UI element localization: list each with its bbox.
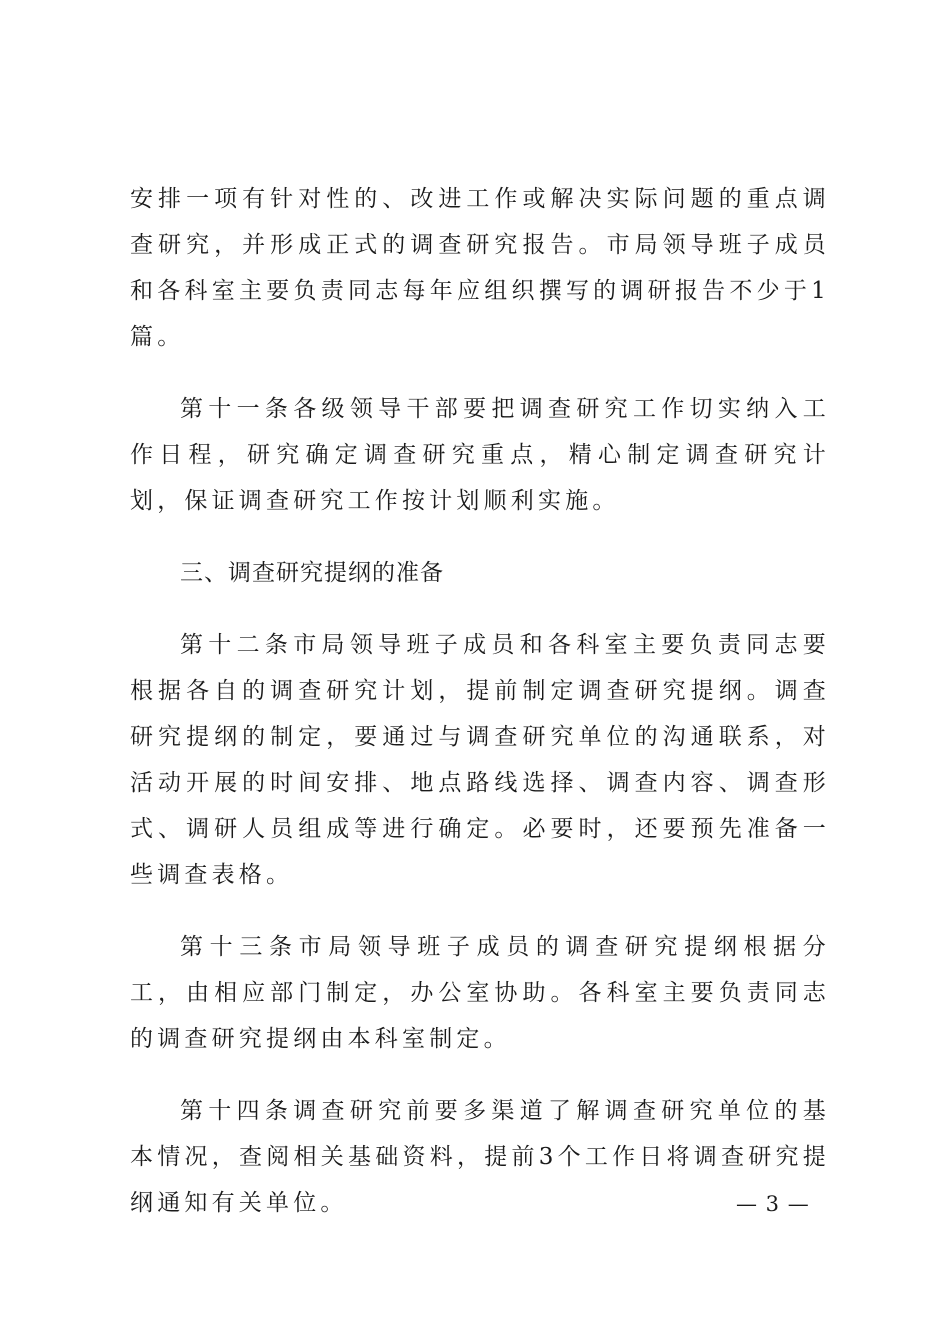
paragraph-article-14: 第十四条调查研究前要多渠道了解调查研究单位的基本情况，查阅相关基础资料，提前3个工作日将调查研究提纲通知有关单位。 [130,1098,830,1216]
page-number: — 3 — [736,1192,810,1216]
paragraph-continuation: 安排一项有针对性的、改进工作或解决实际问题的重点调查研究，并形成正式的调查研究报告。市局领导班子成员和各科室主要负责同志每年应组织撰写的调研报告不少于1篇。 [130,186,830,350]
document-body [130,176,830,1252]
section-heading: 三、调查研究提纲的准备 [180,560,444,586]
paragraph-article-13: 第十三条市局领导班子成员的调查研究提纲根据分工，由相应部门制定，办公室协助。各科室主要负责同志的调查研究提纲由本科室制定。 [130,934,830,1052]
paragraph-article-11: 第十一条各级领导干部要把调查研究工作切实纳入工作日程，研究确定调查研究重点，精心制定调查研究计划，保证调查研究工作按计划顺利实施。 [130,396,830,514]
paragraph-article-12: 第十二条市局领导班子成员和各科室主要负责同志要根据各自的调查研究计划，提前制定调查研究提纲。调查研究提纲的制定，要通过与调查研究单位的沟通联系，对活动开展的时间安排、地点路线选择、调查内容、调查形式、调研人员组成等进行确定。必要时，还要预先准备一些调查表格。 [130,632,830,888]
